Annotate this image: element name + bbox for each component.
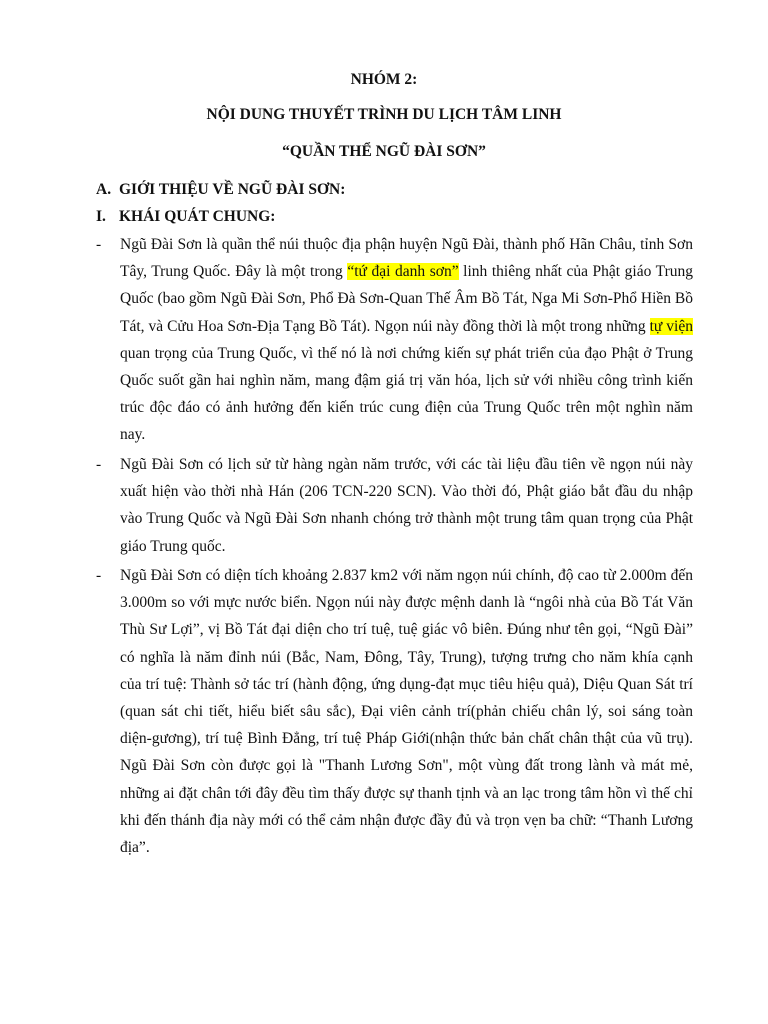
highlight-tu-vien: tự viện bbox=[649, 317, 693, 335]
section-a-text: GIỚI THIỆU VỀ NGŨ ĐÀI SƠN: bbox=[119, 181, 346, 198]
bullet-marker-3: - bbox=[96, 567, 102, 584]
paragraph-2: Ngũ Đài Sơn có lịch sử từ hàng ngàn năm trước, với các tài liệu đầu tiên về ngọn núi này xuất hiện vào thời nhà Hán (206 TCN-220 SCN). Vào thời đó, Phật giáo bắt đầu du nhập vào Trung Quốc và Ngũ Đài Sơn nhanh chóng trở thành một trung tâm quan trọng của Phật giáo Trung quốc. bbox=[120, 456, 693, 555]
bullet-marker-1: - bbox=[96, 236, 102, 253]
paragraph-1-part2: linh thiêng nhất của Phật giáo Trung Quốc (bao gồm Ngũ Đài Sơn, Phổ Đà Sơn-Quan Thế Âm Bồ Tát, Nga Mi Sơn-Phổ Hiền Bồ Tát, và Cửu Hoa Sơn-Địa Tạng Bồ Tát). Ngọn núi này đồng thời là một trong những bbox=[120, 263, 693, 335]
section-a-heading bbox=[96, 180, 345, 200]
section-i-marker: I. bbox=[96, 208, 106, 225]
section-i-heading bbox=[96, 207, 275, 227]
paragraph-1-part1: Ngũ Đài Sơn là quần thể núi thuộc địa phận huyện Ngũ Đài, thành phố Hãn Châu, tỉnh Sơn Tây, Trung Quốc. Đây là một trong bbox=[120, 236, 693, 281]
document-title: NỘI DUNG THUYẾT TRÌNH DU LỊCH TÂM LINH bbox=[206, 106, 562, 123]
paragraph-3: Ngũ Đài Sơn có diện tích khoảng 2.837 km2 với năm ngọn núi chính, độ cao từ 2.000m đến 3.000m so với mực nước biển. Ngọn núi này được mệnh danh là “ngôi nhà của Bồ Tát Văn Thù Sư Lợi”, vị Bồ Tát đại diện cho trí tuệ, tuệ giác vô biên. Đúng như tên gọi, “Ngũ Đài” có nghĩa là năm đỉnh núi (Bắc, Nam, Đông, Tây, Trung), tượng trưng cho năm khía cạnh của trí tuệ: Thành sở tác trí (hành động, ứng dụng-đạt mục tiêu hiệu quả), Diệu Quan Sát trí (quan sát chi tiết, hiểu biết sâu sắc), Đại viên cảnh trí(phản chiếu chân lý, soi sáng toàn diện-gương), trí tuệ Bình Đẳng, trí tuệ Pháp Giới(nhận thức bản chất chân thật của vũ trụ). Ngũ Đài Sơn còn được gọi là "Thanh Lương Sơn", một vùng đất trong lành và mát mẻ, những ai đặt chân tới đây đều tìm thấy được sự thanh tịnh và an lạc trong tâm hồn vì thế chỉ khi đến thánh địa này mới có thể cảm nhận được đầy đủ và trọn vẹn ba chữ: “Thanh Lương địa”. bbox=[120, 567, 693, 857]
paragraph-1-part3: quan trọng của Trung Quốc, vì thế nó là nơi chứng kiến sự phát triển của đạo Phật ở Trung Quốc suốt gần hai nghìn năm, mang đậm giá trị văn hóa, lịch sử với nhiều công trình kiến trúc độc đáo có ảnh hưởng đến kiến trúc cung điện của Trung Quốc trên một nghìn năm nay. bbox=[120, 344, 693, 444]
section-a-marker: A. bbox=[96, 181, 112, 198]
highlight-tu-dai-danh-son: “tứ đại danh sơn” bbox=[347, 263, 459, 281]
section-i-text: KHÁI QUÁT CHUNG: bbox=[119, 208, 276, 225]
bullet-marker-2: - bbox=[96, 456, 102, 473]
paragraph-1 bbox=[120, 231, 693, 449]
group-label: NHÓM 2: bbox=[350, 71, 418, 88]
document-subtitle: “QUẦN THỂ NGŨ ĐÀI SƠN” bbox=[282, 143, 486, 160]
